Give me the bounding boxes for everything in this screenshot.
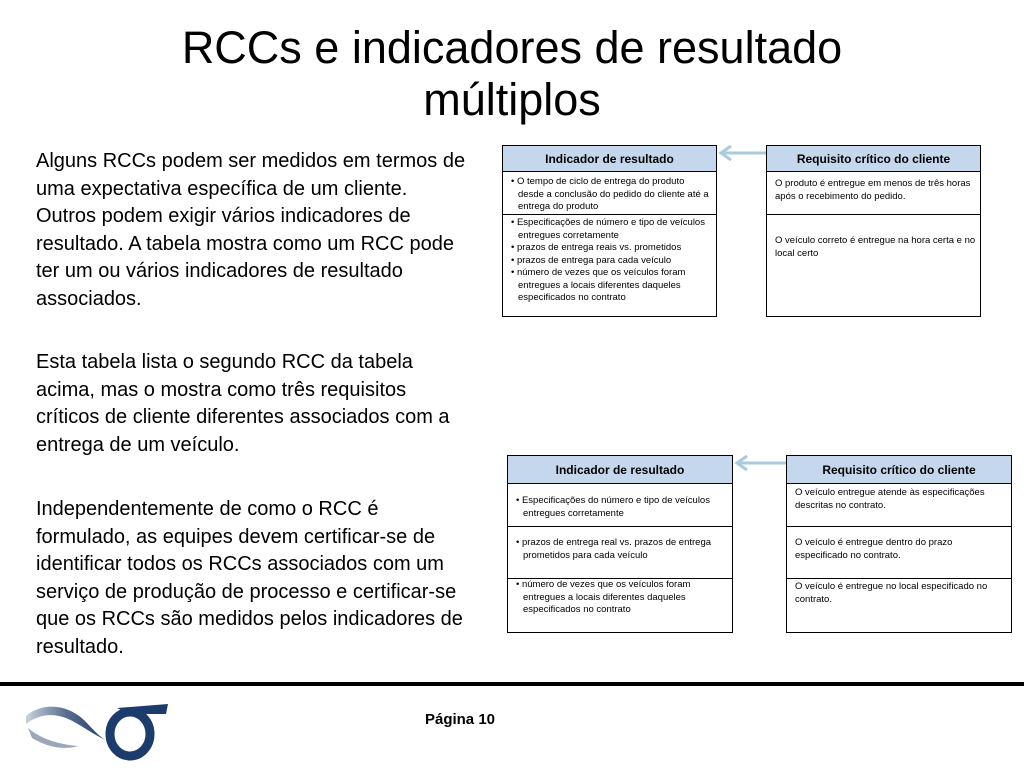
table2-left-column (507, 455, 733, 633)
slide-title-line-1: RCCs e indicadores de resultado (181, 22, 843, 73)
table1-left-column (502, 145, 717, 317)
table2-left-cell-3-item: • número de vezes que os veículos foram entregues a locais diferentes daqueles especificados no contrato (516, 579, 691, 615)
table1-right-header: Requisito crítico do cliente (767, 146, 980, 172)
page-number: Página 10 (424, 711, 496, 728)
table2-right-column (786, 455, 1012, 633)
slide-title-line-2: múltiplos (423, 74, 601, 125)
table2-right-cell-3: O veículo é entregue no local especificado no contrato. (795, 581, 988, 605)
paragraph-2: Esta tabela lista o segundo RCC da tabela acima, mas o mostra como três requisitos críticos de cliente diferentes associados com a entrega de um veículo. (36, 351, 450, 456)
paragraph-1: Alguns RCCs podem ser medidos em termos de uma expectativa específica de um cliente. Outros podem exigir vários indicadores de resultado. A tabela mostra como um RCC pode ter um ou vários indicadores de resultado associados. (36, 150, 466, 310)
slide-title (0, 22, 1024, 126)
table1-left-cell-2-item-2: • prazos de entrega reais vs. prometidos (511, 242, 682, 253)
table2-arrow-icon (731, 453, 787, 473)
table2-right-cell-2: O veículo é entregue dentro do prazo especificado no contrato. (787, 527, 1011, 579)
sigma-logo-icon (22, 694, 172, 764)
table2-left-cell-1-item: • Especificações do número e tipo de veículos entregues corretamente (516, 495, 710, 519)
table1-right-cell-2: O veículo correto é entregue na hora certa e no local certo (775, 235, 976, 259)
table1-left-cell-2-item-3: • prazos de entrega para cada veículo (511, 254, 672, 266)
paragraph-3: Independentemente de como o RCC é formulado, as equipes devem certificar-se de identificar todos os RCCs associados com um serviço de produção de processo e certificar-se que os RCCs são medidos pelos indicadores de resultado. (36, 498, 463, 658)
table1-left-cell-2-item-1: • Especificações de número e tipo de veículos entregues corretamente (511, 217, 705, 241)
table2-left-cell-2-item: • prazos de entrega real vs. prazos de entrega prometidos para cada veículo (516, 537, 712, 561)
table1-left-cell-1-item-1: • O tempo de ciclo de entrega do produto desde a conclusão do pedido do cliente até a entrega do produto (511, 176, 709, 212)
table1-left-cell-1 (503, 172, 716, 215)
table1-left-header: Indicador de resultado (503, 146, 716, 172)
table2-left-header: Indicador de resultado (508, 456, 732, 484)
table2-left-cell-1 (508, 484, 732, 527)
table1-arrow-icon (715, 143, 767, 163)
table2-right-header: Requisito crítico do cliente (787, 456, 1011, 484)
table1-right-column (766, 145, 981, 317)
footer-divider (0, 682, 1024, 686)
table1-left-cell-2 (503, 215, 716, 314)
table1-right-cell-1: O produto é entregue em menos de três horas após o recebimento do pedido. (767, 172, 980, 215)
table1-left-cell-2-item-4: • número de vezes que os veículos foram entregues a locais diferentes daqueles especificados no contrato (511, 267, 686, 303)
table2-left-cell-2 (508, 527, 732, 579)
table2-right-cell-1: O veículo entregue atende às especificações descritas no contrato. (787, 484, 1011, 527)
table2-left-cell-3 (508, 579, 732, 632)
